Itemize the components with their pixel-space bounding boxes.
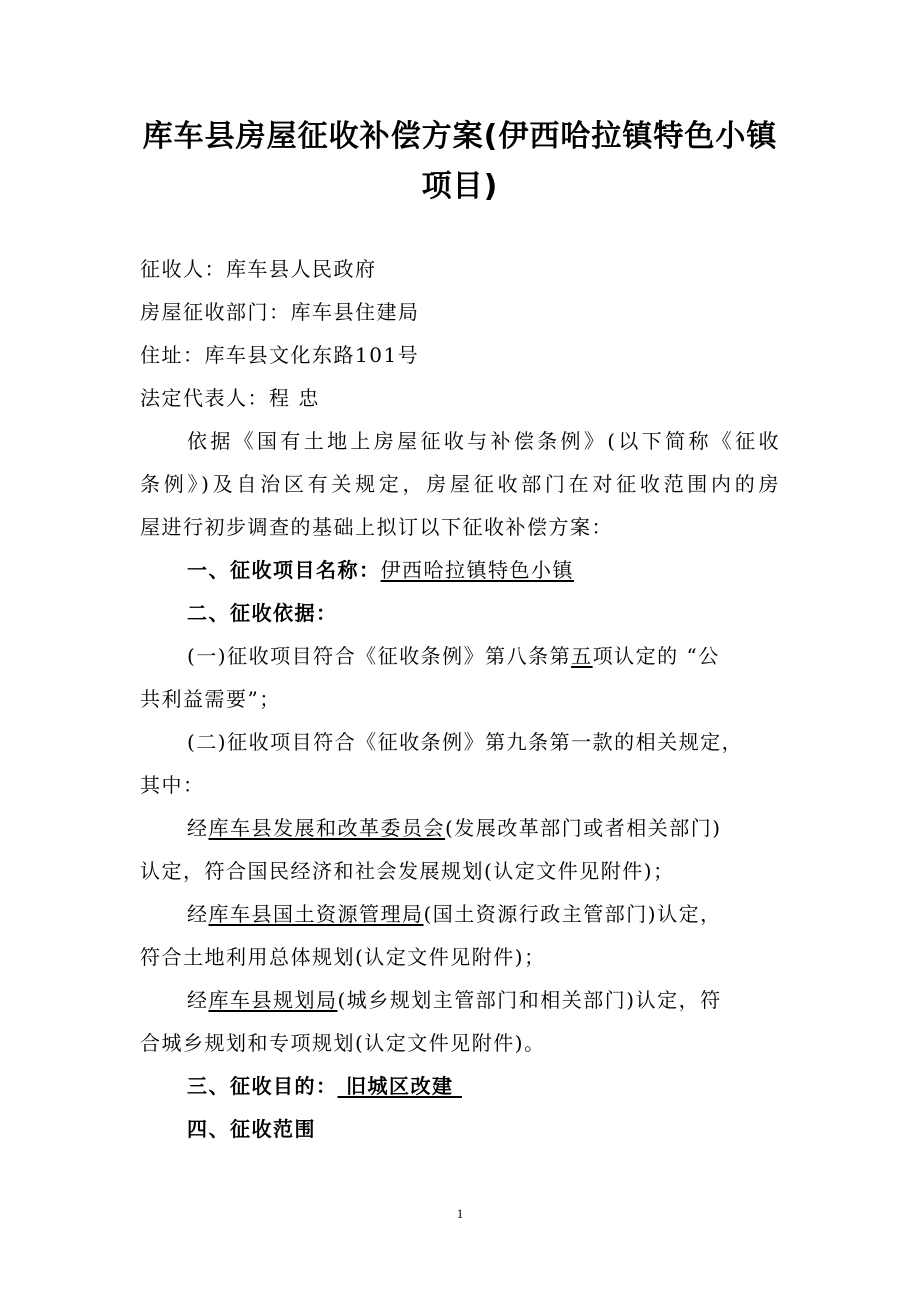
basis-1-text: (一)征收项目符合《征收条例》第八条第: [187, 644, 572, 668]
approval-1-suffix: (发展改革部门或者相关部门): [445, 816, 722, 840]
page-number: 1: [456, 1206, 464, 1221]
section-3: [140, 1065, 780, 1108]
document-body: [140, 248, 780, 1151]
purpose-value: 旧城区改建: [337, 1074, 462, 1098]
approval-2: [140, 893, 780, 936]
approval-3-suffix: (城乡规划主管部门和相关部门)认定，符: [337, 988, 722, 1012]
approval-3-org: 库车县规划局: [208, 988, 338, 1012]
basis-1-item-number: 五: [571, 644, 593, 668]
section-3-label: 三、征收目的：: [187, 1074, 338, 1098]
approval-2-prefix: 经: [187, 902, 209, 926]
intro-line-3: 屋进行初步调查的基础上拟订以下征收补偿方案：: [140, 515, 613, 539]
section-4-heading: 四、征收范围: [187, 1117, 316, 1141]
department-line: 房屋征收部门：库车县住建局: [140, 300, 420, 324]
approval-3: [140, 979, 780, 1022]
legal-rep-line: 法定代表人：程 忠: [140, 386, 320, 410]
approval-3-prefix: 经: [187, 988, 209, 1012]
basis-item-1-cont: 共利益需要”；: [140, 687, 281, 711]
approval-2-cont: 符合土地利用总体规划(认定文件见附件)；: [140, 945, 546, 969]
approval-1-prefix: 经: [187, 816, 209, 840]
section-1: [140, 549, 780, 592]
title-line-2: 项目): [421, 169, 499, 204]
expropriator-line: 征收人：库车县人民政府: [140, 257, 377, 281]
address-line: 住址：库车县文化东路101号: [140, 343, 420, 367]
section-1-label: 一、征收项目名称：: [187, 558, 381, 582]
approval-2-org: 库车县国土资源管理局: [208, 902, 424, 926]
basis-1-text-end: 项认定的 “公: [592, 644, 720, 668]
basis-item-1: [140, 635, 780, 678]
document-title: [130, 112, 790, 212]
title-line-1: 库车县房屋征收补偿方案(伊西哈拉镇特色小镇: [142, 119, 778, 154]
approval-1-cont: 认定，符合国民经济和社会发展规划(认定文件见附件)；: [140, 859, 675, 883]
approval-1: [140, 807, 780, 850]
approval-2-suffix: (国土资源行政主管部门)认定，: [423, 902, 722, 926]
approval-3-cont: 合城乡规划和专项规划(认定文件见附件)。: [140, 1031, 546, 1055]
section-2-heading: 二、征收依据：: [187, 601, 338, 625]
approval-1-org: 库车县发展和改革委员会: [208, 816, 445, 840]
intro-line-1: 依据《国有土地上房屋征收与补偿条例》(以下简称《征收: [187, 429, 780, 453]
project-name: 伊西哈拉镇特色小镇: [380, 558, 574, 582]
basis-item-2: (二)征收项目符合《征收条例》第九条第一款的相关规定，: [187, 730, 744, 754]
intro-line-2: 条例》)及自治区有关规定，房屋征收部门在对征收范围内的房: [140, 472, 780, 496]
basis-item-2-cont: 其中：: [140, 773, 205, 797]
